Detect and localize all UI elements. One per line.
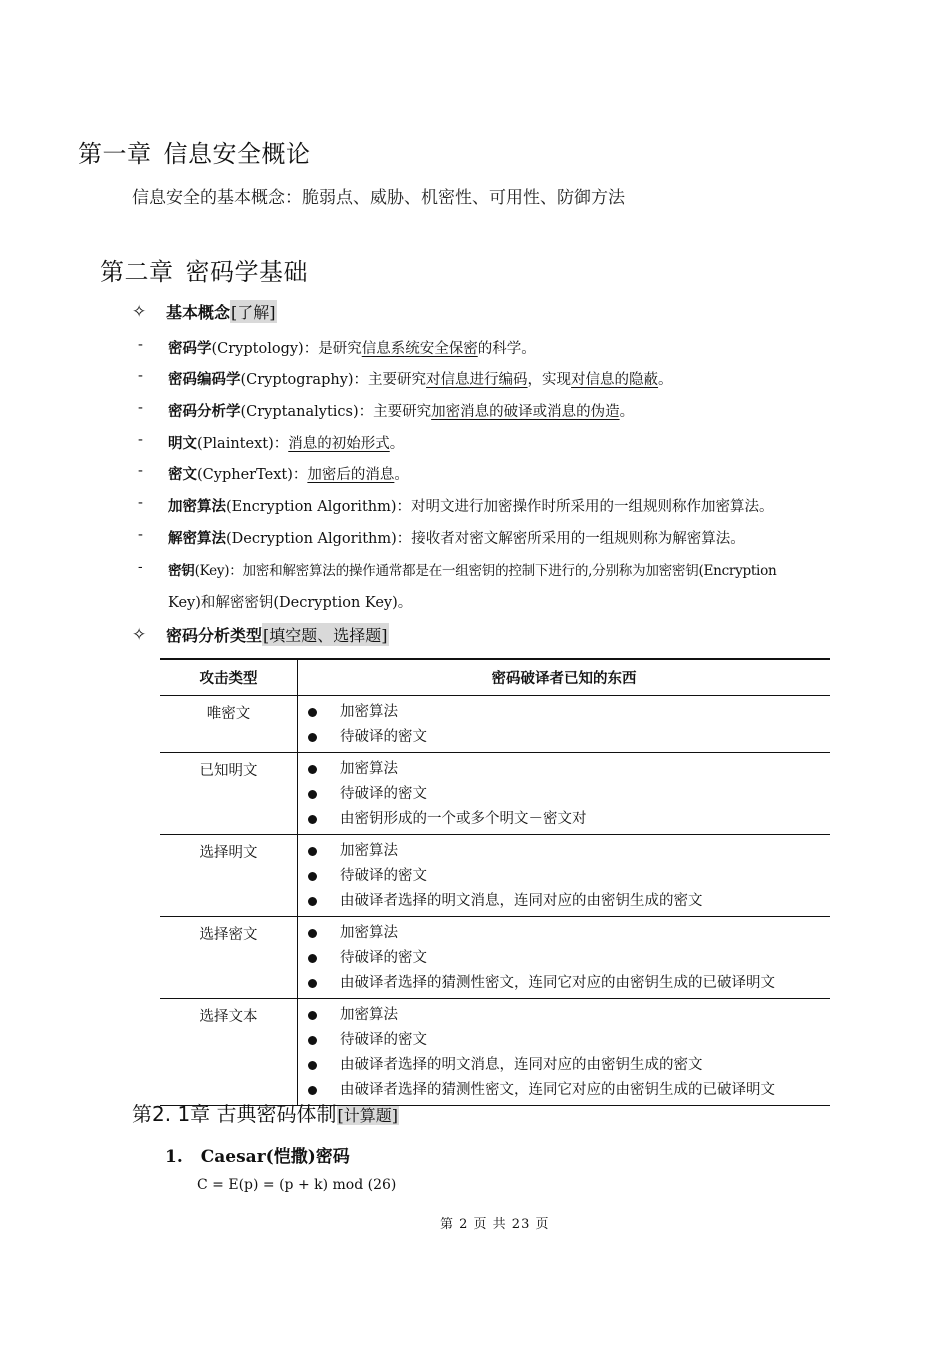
term: 密文: [168, 466, 197, 483]
column-header-known: 密码破译者已知的东西: [298, 659, 831, 696]
analysis-types-heading: [132, 623, 389, 646]
definition: (Cryptanalytics)：主要研究: [240, 404, 432, 420]
attack-type-cell: 选择文本: [160, 999, 298, 1106]
known-item: 加密算法: [298, 839, 830, 864]
list-item: [138, 559, 777, 579]
table-row: [160, 835, 830, 917]
definition-tail: 。: [658, 372, 673, 388]
definition-tail: 的科学。: [477, 341, 536, 357]
known-item: 待破译的密文: [298, 725, 830, 750]
known-item: 待破译的密文: [298, 1028, 830, 1053]
known-cell: [298, 696, 831, 753]
definition: (Decryption Algorithm)：接收者对密文解密所采用的一组规则称为解密算法。: [226, 531, 745, 547]
list-item: [138, 337, 536, 358]
definition: (CypherText)：: [197, 467, 308, 483]
basic-concepts-heading: [132, 300, 277, 323]
underlined-phrase: 加密后的消息: [307, 467, 395, 483]
attack-type-cell: 唯密文: [160, 696, 298, 753]
term: 密码编码学: [168, 371, 241, 388]
known-item: 加密算法: [298, 921, 830, 946]
term: 密码分析学: [168, 403, 241, 420]
chapter1-number: 第一章: [78, 140, 152, 168]
list-item: [138, 368, 673, 389]
chapter1-text: 信息安全概论: [163, 140, 311, 168]
table-row: [160, 999, 830, 1106]
dash-bullet: -: [138, 337, 143, 353]
chapter2-title: [100, 252, 308, 287]
table-row: [160, 753, 830, 835]
known-item: 由密钥形成的一个或多个明文－密文对: [298, 807, 830, 832]
attack-type-cell: 选择密文: [160, 917, 298, 999]
known-item: 加密算法: [298, 1003, 830, 1028]
known-item: 由破译者选择的明文消息，连同对应的由密钥生成的密文: [298, 1053, 830, 1078]
table-row: [160, 696, 830, 753]
known-item: 由破译者选择的猜测性密文，连同它对应的由密钥生成的已破译明文: [298, 971, 830, 996]
dash-bullet: -: [138, 527, 143, 543]
attack-type-cell: 已知明文: [160, 753, 298, 835]
caesar-formula-text: C = E(p) = (p + k) mod (26): [197, 1177, 397, 1193]
list-item: [138, 463, 409, 484]
list-item-continuation: Key)和解密密钥(Decryption Key)。: [168, 595, 413, 611]
known-item: 由破译者选择的猜测性密文，连同它对应的由密钥生成的已破译明文: [298, 1078, 830, 1103]
diamond-bullet-icon: ✧: [132, 301, 147, 322]
list-item: [138, 400, 635, 421]
table-header-row: [160, 659, 830, 696]
page-footer: 第 2 页 共 23 页: [440, 1217, 550, 1232]
definition: (Plaintext)：: [197, 436, 289, 452]
underlined-phrase: 对信息的隐蔽: [571, 372, 659, 388]
section21-title-text: 第2. 1章 古典密码体制: [132, 1102, 337, 1126]
caesar-number: 1.: [165, 1147, 183, 1167]
definition-mid: ，实现: [527, 372, 572, 388]
dash-bullet: -: [138, 495, 143, 511]
caesar-formula: [197, 1177, 396, 1193]
dash-bullet: -: [138, 432, 143, 448]
section21-title: [132, 1098, 399, 1127]
section21-tag: [计算题]: [337, 1106, 399, 1125]
known-item: 待破译的密文: [298, 782, 830, 807]
basic-concepts-tag: [了解]: [230, 300, 277, 323]
definition-tail: 。: [619, 404, 635, 420]
definition: (Cryptography)：主要研究: [240, 372, 427, 388]
term: 明文: [168, 435, 197, 452]
term: 加密算法: [168, 498, 226, 515]
list-item: [138, 432, 405, 453]
dash-bullet: -: [138, 463, 143, 479]
analysis-types-tag: [填空题、选择题]: [262, 623, 389, 646]
known-cell: [298, 835, 831, 917]
chapter1-title: [78, 134, 311, 169]
known-cell: [298, 917, 831, 999]
definition-tail: 。: [389, 436, 405, 452]
definition: (Key)：加密和解密算法的操作通常都是在一组密钥的控制下进行的,分别称为加密密钥(Encryption: [194, 563, 777, 579]
term: 密码学: [168, 340, 212, 357]
definition-tail: 。: [394, 467, 409, 483]
caesar-heading: [165, 1142, 350, 1167]
chapter2-number: 第二章: [100, 258, 174, 286]
chapter1-lead: 信息安全的基本概念：脆弱点、威胁、机密性、可用性、防御方法: [132, 188, 625, 208]
underlined-phrase: 加密消息的破译或消息的伪造: [431, 404, 620, 420]
term: 密钥: [168, 563, 195, 579]
dash-bullet: -: [138, 368, 143, 384]
list-item: [138, 527, 745, 548]
definition: (Cryptology)：是研究: [211, 341, 362, 357]
underlined-phrase: 信息系统安全保密: [361, 341, 478, 357]
known-cell: [298, 753, 831, 835]
column-header-attack-type: 攻击类型: [160, 659, 298, 696]
known-item: 由破译者选择的明文消息，连同对应的由密钥生成的密文: [298, 889, 830, 914]
known-cell: [298, 999, 831, 1106]
known-item: 加密算法: [298, 757, 830, 782]
underlined-phrase: 消息的初始形式: [288, 436, 390, 452]
underlined-phrase: 对信息进行编码: [426, 372, 528, 388]
definition: (Encryption Algorithm)：对明文进行加密操作时所采用的一组规则称作加密算法。: [226, 499, 774, 515]
term: 解密算法: [168, 530, 226, 547]
list-item: [138, 495, 774, 516]
known-item: 待破译的密文: [298, 946, 830, 971]
caesar-title: Caesar(恺撒)密码: [200, 1147, 350, 1167]
known-item: 加密算法: [298, 700, 830, 725]
dash-bullet: -: [138, 400, 143, 416]
attack-type-cell: 选择明文: [160, 835, 298, 917]
basic-concepts-label: 基本概念: [166, 303, 231, 322]
table-row: [160, 917, 830, 999]
analysis-types-label: 密码分析类型: [166, 626, 263, 645]
chapter2-text: 密码学基础: [185, 258, 308, 286]
attack-types-table: [160, 658, 830, 1106]
known-item: 待破译的密文: [298, 864, 830, 889]
diamond-bullet-icon: ✧: [132, 624, 147, 645]
dash-bullet: -: [138, 559, 143, 575]
